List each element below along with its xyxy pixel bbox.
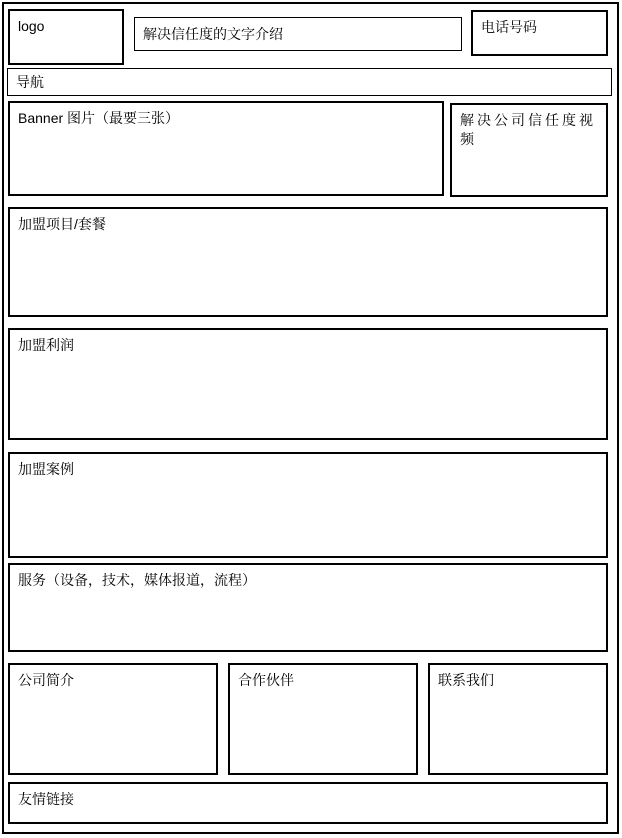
logo-label: logo [18, 18, 45, 34]
phone-number-label: 电话号码 [481, 19, 537, 35]
column-label: 公司简介 [18, 672, 74, 688]
column-label: 合作伙伴 [238, 672, 294, 688]
section-franchise-cases[interactable] [8, 452, 608, 558]
section-label: 加盟案例 [18, 461, 74, 477]
trust-intro-text-box[interactable] [134, 17, 462, 51]
nav-label: 导航 [16, 74, 44, 90]
section-services[interactable] [8, 563, 608, 652]
friendly-links-box[interactable] [8, 782, 608, 824]
nav-bar[interactable] [7, 68, 612, 96]
column-partners[interactable] [228, 663, 418, 775]
column-company-intro[interactable] [8, 663, 218, 775]
column-label: 联系我们 [438, 672, 494, 688]
column-contact-us[interactable] [428, 663, 608, 775]
section-label: 服务（设备，技术，媒体报道，流程） [18, 572, 256, 588]
section-franchise-projects[interactable] [8, 207, 608, 317]
banner-images-label: Banner 图片（最要三张） [18, 110, 180, 126]
section-franchise-profit[interactable] [8, 328, 608, 440]
logo-box[interactable] [8, 9, 124, 65]
phone-number-box[interactable] [471, 10, 608, 56]
friendly-links-label: 友情链接 [18, 791, 74, 807]
trust-intro-label: 解决信任度的文字介绍 [143, 26, 283, 42]
trust-video-label: 解决公司信任度视频 [460, 112, 596, 147]
section-label: 加盟利润 [18, 337, 74, 353]
banner-images-box[interactable] [8, 101, 444, 196]
section-label: 加盟项目/套餐 [18, 216, 106, 232]
trust-video-box[interactable] [450, 103, 608, 197]
